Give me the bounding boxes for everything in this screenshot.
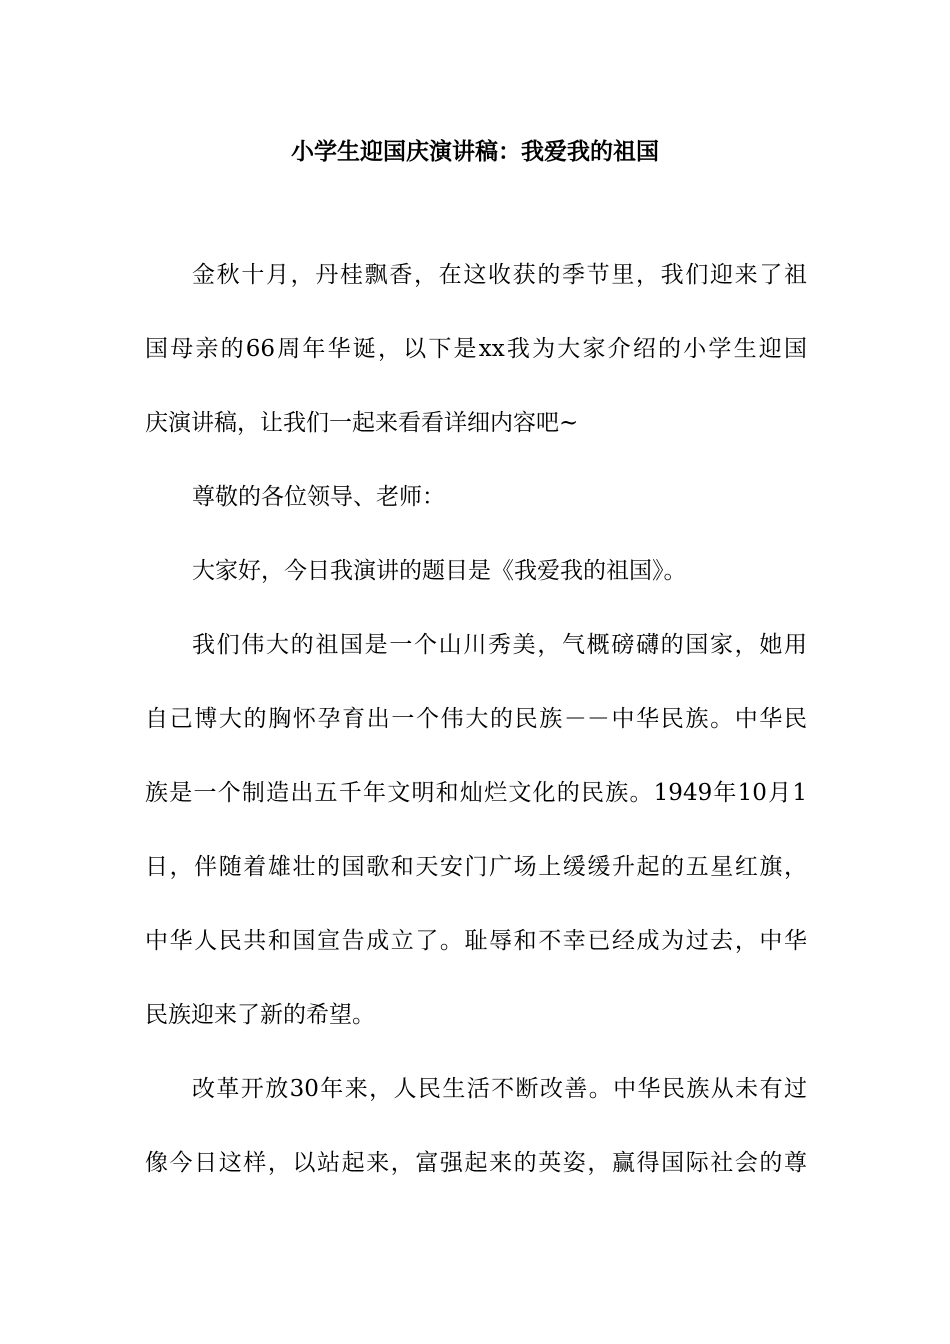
paragraph-salutation — [145, 478, 807, 516]
document-body — [145, 256, 807, 1218]
paragraph-greeting — [145, 552, 807, 590]
text-line: 国母亲的66周年华诞，以下是xx我为大家介绍的小学生迎国 — [145, 336, 807, 362]
text-line: 日，伴随着雄壮的国歌和天安门广场上缓缓升起的五星红旗， — [145, 854, 807, 880]
text-line: 我们伟大的祖国是一个山川秀美，气概磅礴的国家，她用 — [192, 632, 807, 658]
text-line: 自己博大的胸怀孕育出一个伟大的民族－－中华民族。中华民 — [145, 706, 807, 732]
text-line: 民族迎来了新的希望。 — [145, 1002, 375, 1028]
paragraph-intro — [145, 256, 807, 442]
text-line: 中华人民共和国宣告成立了。耻辱和不幸已经成为过去，中华 — [145, 928, 807, 954]
text-line: 族是一个制造出五千年文明和灿烂文化的民族。1949年10月1 — [145, 780, 807, 806]
text-line: 庆演讲稿，让我们一起来看看详细内容吧~ — [145, 410, 579, 436]
text-line: 金秋十月，丹桂飘香，在这收获的季节里，我们迎来了祖 — [192, 262, 807, 288]
text-line: 尊敬的各位领导、老师： — [192, 484, 445, 510]
text-line: 改革开放30年来，人民生活不断改善。中华民族从未有过 — [192, 1076, 807, 1102]
paragraph-reform — [145, 1070, 807, 1182]
paragraph-motherland — [145, 626, 807, 1034]
text-line: 像今日这样，以站起来，富强起来的英姿，赢得国际社会的尊 — [145, 1150, 807, 1176]
document-title: 小学生迎国庆演讲稿：我爱我的祖国 — [291, 138, 659, 165]
text-line: 大家好，今日我演讲的题目是《我爱我的祖国》。 — [192, 558, 687, 584]
